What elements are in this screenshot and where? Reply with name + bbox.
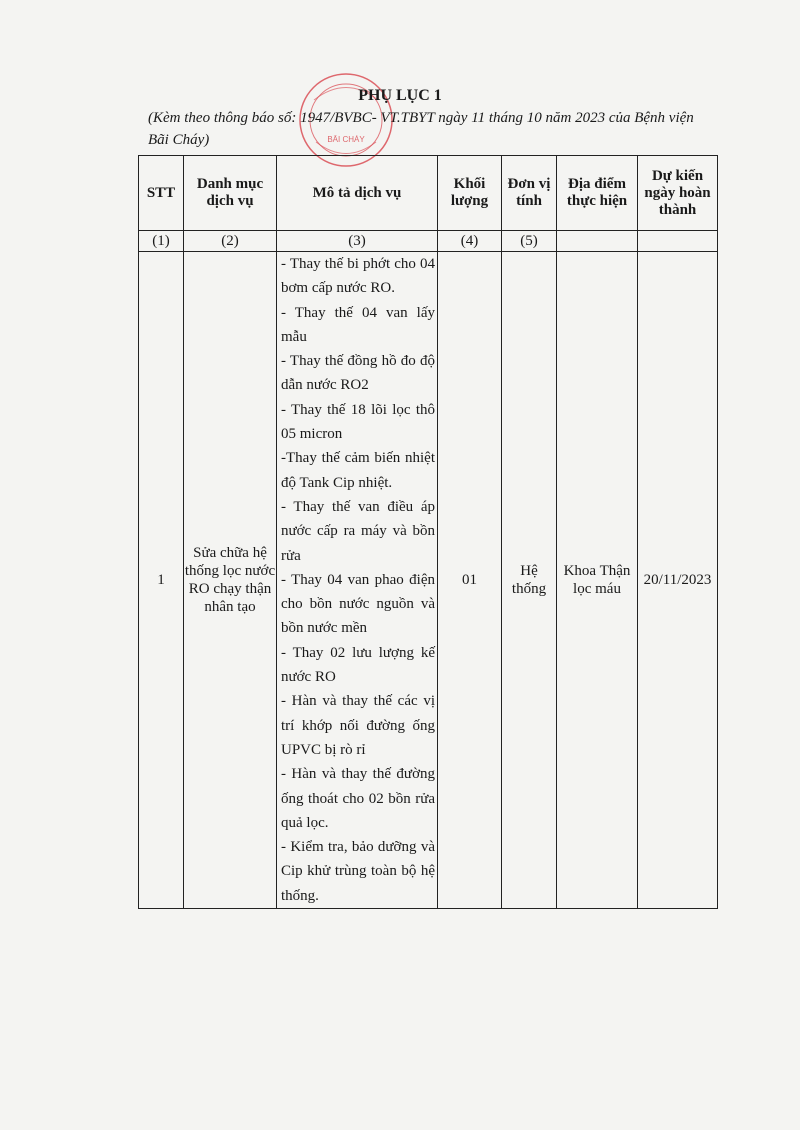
col-number-4: (4) <box>438 231 502 252</box>
description-item: - Thay 04 van phao điện cho bồn nước nguồn và bồn nước mền <box>281 571 435 637</box>
column-number-row <box>139 231 718 252</box>
description-item: - Thay thế van điều áp nước cấp ra máy và bồn rửa <box>281 498 435 564</box>
table-row <box>139 252 718 909</box>
description-item: - Thay thế bi phớt cho 04 bơm cấp nước RO. <box>281 256 435 297</box>
header-description: Mô tả dịch vụ <box>277 156 438 231</box>
col-number-6 <box>557 231 638 252</box>
description-item: - Thay thế đồng hồ đo độ dẫn nước RO2 <box>281 353 435 394</box>
header-service: Danh mục dịch vụ <box>184 156 277 231</box>
row-quantity: 01 <box>438 252 502 909</box>
col-number-5: (5) <box>502 231 557 252</box>
description-item: - Thay thế 04 van lấy mẫu <box>281 304 435 345</box>
row-service: Sửa chữa hệ thống lọc nước RO chạy thận nhân tạo <box>184 252 277 909</box>
col-number-3: (3) <box>277 231 438 252</box>
row-description <box>277 252 438 909</box>
document-subtitle: (Kèm theo thông báo số: 1947/BVBC- VT.TBYT ngày 11 tháng 10 năm 2023 của Bệnh viện Bãi Cháy) <box>148 110 694 148</box>
row-deadline: 20/11/2023 <box>638 252 718 909</box>
header-quantity: Khối lượng <box>438 156 502 231</box>
description-item: - Kiểm tra, bảo dưỡng và Cip khử trùng toàn bộ hệ thống. <box>281 839 435 904</box>
row-stt: 1 <box>139 252 184 909</box>
stamp-text: BÃI CHÁY <box>327 135 365 144</box>
header-row <box>139 156 718 231</box>
document-title: PHỤ LỤC 1 <box>358 87 442 104</box>
description-item: - Hàn và thay thế các vị trí khớp nối đường ống UPVC bị rò rỉ <box>281 693 435 758</box>
description-item: - Thay thế 18 lõi lọc thô 05 micron <box>281 401 435 443</box>
description-item: - Thay 02 lưu lượng kế nước RO <box>281 644 435 686</box>
header-deadline: Dự kiến ngày hoàn thành <box>638 156 718 231</box>
col-number-7 <box>638 231 718 252</box>
service-table <box>138 155 718 909</box>
description-item: - Hàn và thay thế đường ống thoát cho 02 bồn rửa quả lọc. <box>281 766 435 831</box>
header-stt: STT <box>139 156 184 231</box>
col-number-1: (1) <box>139 231 184 252</box>
header-location: Địa điểm thực hiện <box>557 156 638 231</box>
col-number-2: (2) <box>184 231 277 252</box>
row-unit: Hệ thống <box>502 252 557 909</box>
row-location: Khoa Thận lọc máu <box>557 252 638 909</box>
header-unit: Đơn vị tính <box>502 156 557 231</box>
description-item: -Thay thế cảm biến nhiệt độ Tank Cip nhiệt. <box>281 450 435 491</box>
